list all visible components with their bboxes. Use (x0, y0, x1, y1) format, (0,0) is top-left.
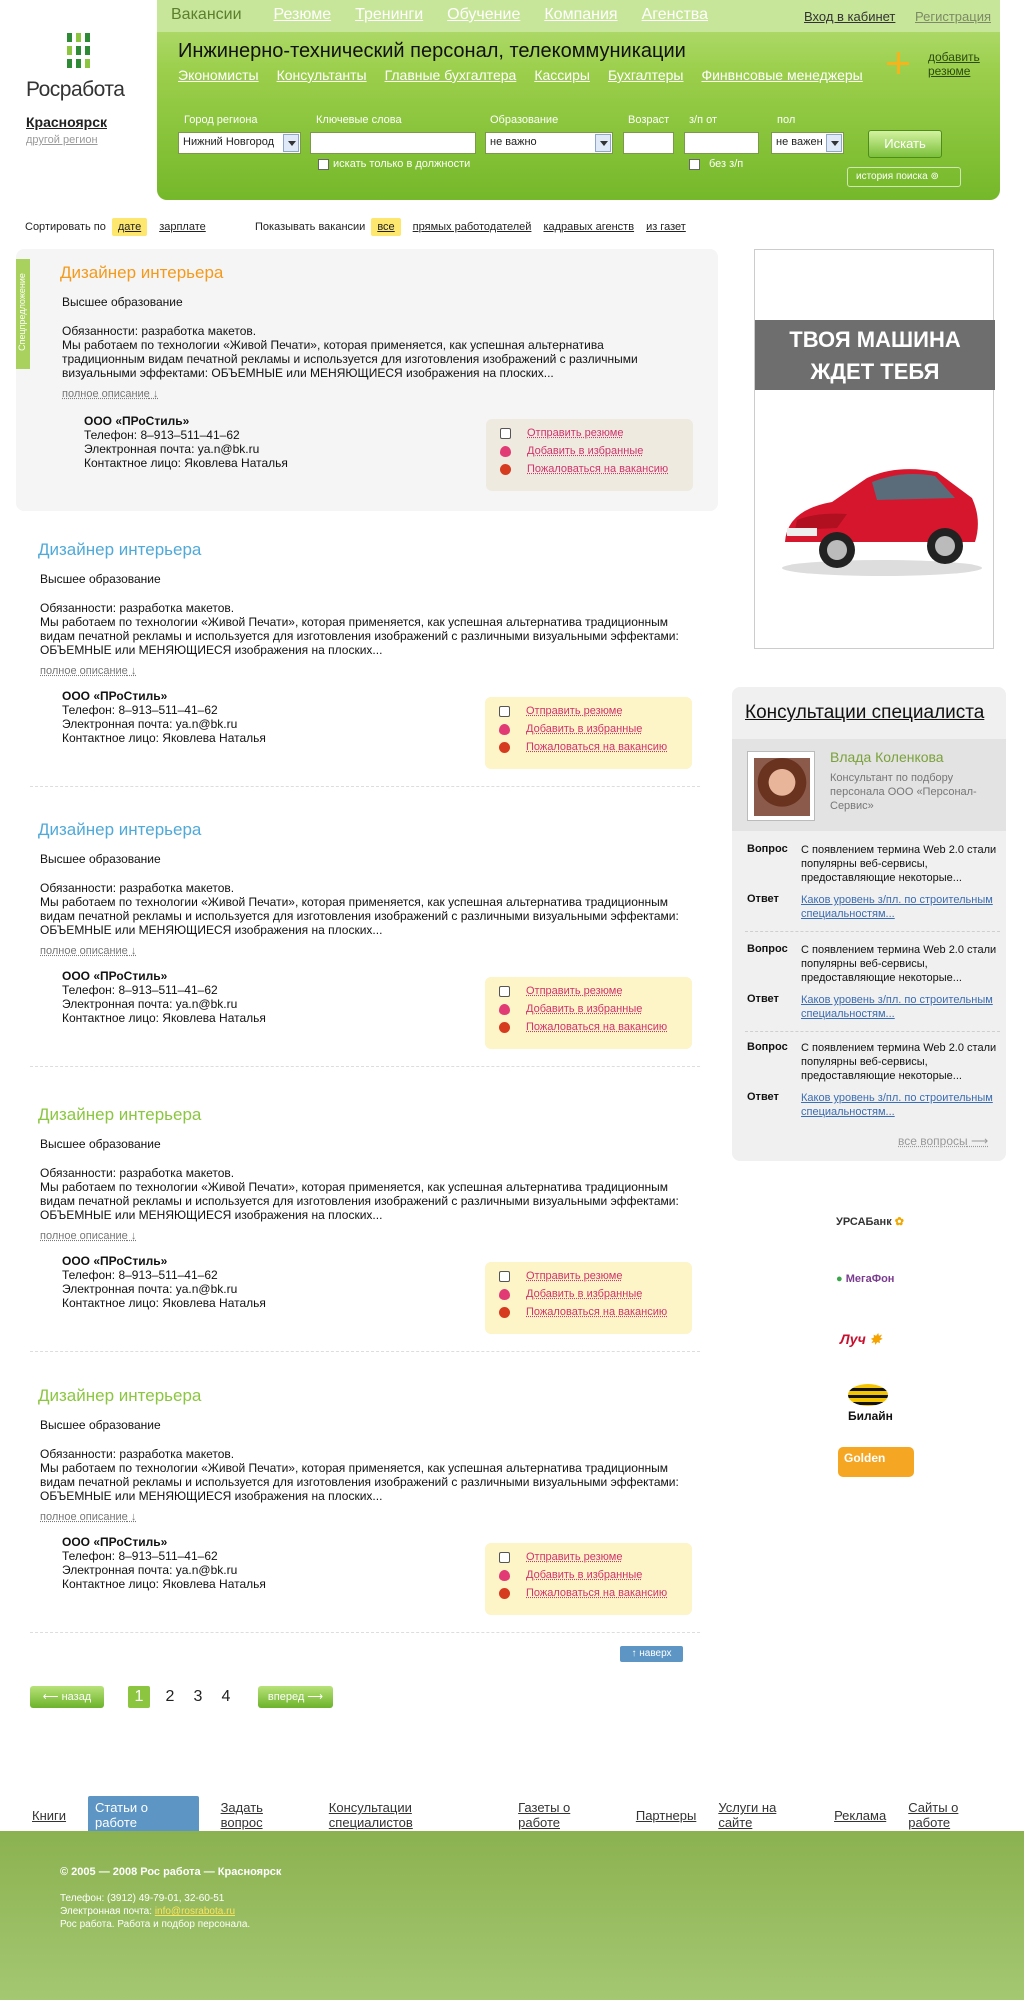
send-resume-link[interactable] (499, 1270, 622, 1282)
prev-page-button[interactable]: ⟵ назад (30, 1686, 104, 1708)
company-name: ООО «ПРоСтиль» (62, 1254, 168, 1268)
warning-icon (499, 1588, 510, 1599)
company-name: ООО «ПРоСтиль» (62, 1535, 168, 1549)
category-link[interactable]: Консультанты (276, 67, 367, 83)
company-contact: Контактное лицо: Яковлева Наталья (62, 1577, 266, 1591)
category-link[interactable]: Экономисты (178, 67, 259, 83)
complain-link[interactable] (499, 1306, 667, 1318)
company-contact: Контактное лицо: Яковлева Наталья (62, 731, 266, 745)
vacancy-text: Мы работаем по технологии «Живой Печати», которая применяется, как успешная альтернатива традиционным видам печатной рекламы и используется для изготовления изображений с различными визуальными эффектами: ОБЪЕМНЫЕ или МЕНЯЮЩИЕСЯ изображения на плоских... (40, 615, 679, 657)
company-phone: Телефон: 8–913–511–41–62 (62, 983, 218, 997)
send-resume-label: Отправить резюме (526, 1551, 623, 1563)
logo-icon (66, 32, 94, 72)
sort-label: Сортировать по (25, 221, 106, 233)
all-questions-link[interactable]: все вопросы ⟶ (898, 1134, 989, 1148)
add-favorite-link[interactable] (499, 1288, 642, 1300)
filter-direct[interactable]: прямых работодателей (412, 221, 532, 233)
answer-link[interactable]: Каков уровень з/пл. по строительным специальностям... (801, 894, 993, 920)
full-description-label: полное описание (62, 388, 150, 400)
question-label: Вопрос (747, 943, 788, 955)
send-resume-link[interactable] (500, 427, 623, 439)
vacancy-description (40, 881, 700, 937)
footer-nav-link[interactable]: Задать вопрос (220, 1800, 263, 1830)
special-offer-label: Спецпредложение (17, 273, 27, 351)
vacancy-education: Высшее образование (40, 1418, 161, 1432)
company-email: Электронная почта: ya.n@bk.ru (62, 717, 238, 731)
filter-all[interactable]: все (371, 218, 400, 236)
vacancy-description (40, 1166, 700, 1222)
vacancy-text: Мы работаем по технологии «Живой Печати», которая применяется, как успешная альтернатива традиционным видам печатной рекламы и используется для изготовления изображений с различными визуальными эффектами: ОБЪЕМНЫЕ или МЕНЯЮЩИЕСЯ изображения на плоских... (40, 1180, 679, 1222)
education-value: не важно (490, 136, 537, 148)
add-favorite-label: Добавить в избранные (526, 1003, 643, 1015)
login-link[interactable]: Вход в кабинет (804, 9, 896, 24)
company-contact: Контактное лицо: Яковлева Наталья (62, 1296, 266, 1310)
other-region-link[interactable]: другой регион (26, 134, 98, 146)
vacancy-contacts (62, 1535, 266, 1591)
sort-controls (25, 218, 212, 236)
banner-headline (755, 320, 995, 390)
edit-icon (499, 986, 510, 997)
add-resume-link[interactable]: добавить резюме (928, 50, 980, 78)
golden-logo[interactable]: Golden (838, 1447, 914, 1477)
gender-select[interactable] (771, 132, 844, 154)
vacancy-duties: Обязанности: разработка макетов. (40, 601, 235, 615)
add-favorite-label: Добавить в избранные (526, 723, 643, 735)
footer-nav-link[interactable]: Газеты о работе (518, 1800, 571, 1830)
complain-label: Пожаловаться на вакансию (526, 741, 668, 753)
expert-avatar (747, 751, 815, 821)
category-link[interactable]: Кассиры (534, 67, 590, 83)
vacancy-title[interactable]: Дизайнер интерьера (60, 263, 224, 282)
full-description-label: полное описание (40, 1230, 128, 1242)
footer-nav-link[interactable]: Реклама (834, 1807, 887, 1823)
vacancy-duties: Обязанности: разработка макетов. (62, 324, 257, 338)
region-label: Город региона (184, 114, 258, 126)
complain-label: Пожаловаться на вакансию (526, 1021, 668, 1033)
no-salary-checkbox[interactable] (689, 159, 700, 170)
salary-label: з/п от (689, 114, 718, 126)
edit-icon (499, 706, 510, 717)
banner-line-2: ЖДЕТ ТЕБЯ (810, 359, 940, 384)
company-name: ООО «ПРоСтиль» (62, 689, 168, 703)
copyright: © 2005 — 2008 Рос работа — Красноярск (60, 1866, 282, 1878)
footer-phone: Телефон: (3912) 49-79-01, 32-60-51 (60, 1893, 225, 1904)
filter-papers[interactable]: из газет (646, 221, 686, 233)
complain-link[interactable] (499, 1021, 667, 1033)
add-favorite-label: Добавить в избранные (526, 1288, 643, 1300)
logo-text: Росработа (26, 78, 125, 101)
vacancy-title[interactable]: Дизайнер интерьера (38, 1386, 202, 1405)
heart-icon (500, 446, 511, 457)
complain-link[interactable] (500, 463, 668, 475)
warning-icon (499, 1022, 510, 1033)
vacancy-title[interactable]: Дизайнер интерьера (38, 820, 202, 839)
add-favorite-link[interactable] (499, 1003, 642, 1015)
vacancy-card (16, 810, 718, 1050)
company-phone: Телефон: 8–913–511–41–62 (62, 1268, 218, 1282)
keywords-label: Ключевые слова (316, 114, 402, 126)
answer-link[interactable]: Каков уровень з/пл. по строительным специальностям... (801, 994, 993, 1020)
luch-logo[interactable]: Луч ✸ (840, 1331, 882, 1347)
send-resume-link[interactable] (499, 1551, 622, 1563)
footer-nav-link[interactable]: Статьи о работе (88, 1796, 199, 1834)
edit-icon (500, 428, 511, 439)
vacancy-description (62, 324, 672, 380)
company-contact: Контактное лицо: Яковлева Наталья (84, 456, 288, 470)
footer-nav-link[interactable]: Книги (32, 1807, 67, 1823)
vacancy-actions (486, 419, 693, 491)
full-description-link[interactable]: полное описание ↓ (40, 1230, 137, 1242)
vacancy-divider (30, 1066, 700, 1067)
question-text: С появлением термина Web 2.0 стали популярны веб-сервисы, предоставляющие некоторые... (801, 844, 997, 884)
back-to-top-button[interactable]: ↑ наверх (620, 1646, 683, 1662)
vacancy-contacts (62, 689, 266, 745)
vacancy-actions (485, 977, 692, 1049)
vacancy-description (40, 1447, 700, 1503)
complain-link[interactable] (499, 1587, 667, 1599)
vacancy-duties: Обязанности: разработка макетов. (40, 881, 235, 895)
tab-trainings[interactable]: Тренинги (355, 6, 424, 23)
plus-icon[interactable] (887, 52, 909, 74)
vacancy-title[interactable]: Дизайнер интерьера (38, 1105, 202, 1124)
vacancy-text: Мы работаем по технологии «Живой Печати», которая применяется, как успешная альтернатива традиционным видам печатной рекламы и используется для изготовления изображений с различными визуальными эффектами: ОБЪЕМНЫЕ или МЕНЯЮЩИЕСЯ изображения на плоских... (40, 895, 679, 937)
question-text: С появлением термина Web 2.0 стали популярны веб-сервисы, предоставляющие некоторые... (801, 944, 997, 984)
logo[interactable] (26, 30, 136, 110)
age-label: Возраст (628, 114, 670, 126)
vacancy-divider (30, 1351, 700, 1352)
answer-label: Ответ (747, 993, 779, 1005)
answer-label: Ответ (747, 1091, 779, 1103)
vacancy-education: Высшее образование (40, 1137, 161, 1151)
vacancy-contacts (62, 969, 266, 1025)
only-title-checkbox[interactable] (318, 159, 329, 170)
sort-by-salary[interactable]: зарплате (159, 221, 206, 233)
category-link[interactable]: Главные бухгалтера (384, 67, 517, 83)
age-input[interactable] (623, 132, 674, 154)
region-select[interactable] (178, 132, 301, 154)
question-text: С появлением термина Web 2.0 стали популярны веб-сервисы, предоставляющие некоторые... (801, 1042, 997, 1082)
pagination (128, 1686, 240, 1708)
footer-email (60, 1906, 235, 1917)
question-label: Вопрос (747, 1041, 788, 1053)
vacancy-duties: Обязанности: разработка макетов. (40, 1447, 235, 1461)
company-phone: Телефон: 8–913–511–41–62 (62, 1549, 218, 1563)
vacancy-description (40, 601, 700, 657)
brand-name: МегаФон (845, 1273, 895, 1285)
keywords-input[interactable] (310, 132, 476, 154)
page-2[interactable]: 2 (165, 1688, 175, 1705)
footer-email-label: Электронная почта: (60, 1906, 153, 1917)
footer-nav-link[interactable]: Услуги на сайте (718, 1800, 777, 1830)
brand-name: УРСАБанк (836, 1216, 892, 1228)
company-email: Электронная почта: ya.n@bk.ru (84, 442, 260, 456)
send-resume-link[interactable] (499, 985, 622, 997)
all-questions-label: все вопросы (898, 1134, 968, 1148)
next-page-label: вперед (267, 1691, 305, 1703)
register-link[interactable]: Регистрация (915, 9, 991, 24)
prev-page-label: назад (61, 1691, 92, 1703)
ursa-bank-logo[interactable]: УРСАБанк ✿ (836, 1216, 904, 1228)
vacancy-card (16, 1376, 718, 1616)
company-name: ООО «ПРоСтиль» (84, 414, 190, 428)
vacancy-education: Высшее образование (40, 572, 161, 586)
tab-education[interactable]: Обучение (447, 6, 521, 23)
full-description-label: полное описание (40, 945, 128, 957)
full-description-label: полное описание (40, 665, 128, 677)
expert-role: Консультант по подбору персонала ООО «Персонал-Сервис» (830, 772, 977, 812)
vacancy-contacts (84, 414, 288, 470)
chevron-down-icon (283, 134, 299, 152)
search-button[interactable]: Искать (868, 130, 942, 158)
region-value: Нижний Новгород (183, 136, 275, 148)
gender-value: не важен (776, 136, 823, 148)
edit-icon (499, 1552, 510, 1563)
expert-name: Влада Коленкова (830, 749, 944, 765)
heart-icon (499, 1004, 510, 1015)
company-phone: Телефон: 8–913–511–41–62 (62, 703, 218, 717)
category-links (178, 67, 881, 83)
full-description-link[interactable]: полное описание ↓ (62, 388, 159, 400)
category-link[interactable]: Бухгалтеры (607, 67, 684, 83)
page-title: Инжинерно-технический персонал, телекоммуникации (178, 40, 686, 62)
add-favorite-link[interactable] (499, 723, 642, 735)
footer-nav-link[interactable]: Партнеры (635, 1807, 697, 1823)
consultation-title[interactable]: Консультации специалиста (745, 702, 985, 723)
answer-link[interactable]: Каков уровень з/пл. по строительным специальностям... (801, 1092, 993, 1118)
education-select[interactable] (485, 132, 613, 154)
vacancy-card (16, 249, 718, 511)
search-history-label: история поиска (856, 171, 928, 182)
tab-resume[interactable]: Резюме (273, 6, 332, 23)
vacancy-actions (485, 697, 692, 769)
company-email: Электронная почта: ya.n@bk.ru (62, 1282, 238, 1296)
page-4[interactable]: 4 (221, 1688, 231, 1705)
vacancy-divider (30, 786, 700, 787)
vacancy-education: Высшее образование (40, 852, 161, 866)
send-resume-label: Отправить резюме (526, 705, 623, 717)
tab-vacancies[interactable]: Вакансии (163, 4, 250, 30)
category-link[interactable]: Финвнсовые менеджеры (701, 67, 863, 83)
vacancy-contacts (62, 1254, 266, 1310)
filter-controls (255, 218, 692, 236)
main-tabs (163, 4, 720, 30)
next-page-button[interactable]: вперед ⟶ (258, 1686, 333, 1708)
warning-icon (500, 464, 511, 475)
complain-link[interactable] (499, 741, 667, 753)
vacancy-actions (485, 1543, 692, 1615)
vacancy-divider (30, 1632, 700, 1633)
full-description-label: полное описание (40, 1511, 128, 1523)
vacancy-card (16, 530, 718, 770)
qa-divider (745, 931, 1000, 932)
add-favorite-label: Добавить в избранные (526, 1569, 643, 1581)
footer-email-link[interactable]: info@rosrabota.ru (154, 1906, 236, 1917)
brand-name: Луч (840, 1331, 866, 1347)
special-offer-ribbon (16, 259, 30, 369)
sort-by-date[interactable]: дате (112, 218, 147, 236)
vacancy-text: Мы работаем по технологии «Живой Печати», которая применяется, как успешная альтернатива традиционным видам печатной рекламы и используется для изготовления изображений с различными визуальными эффектами: ОБЪЕМНЫЕ или МЕНЯЮЩИЕСЯ изображения на плоских... (62, 338, 638, 380)
only-title-label: искать только в должности (333, 158, 471, 170)
tab-agencies[interactable]: Агенства (641, 6, 708, 23)
footer-nav-link[interactable]: Консультации специалистов (328, 1800, 413, 1830)
vacancy-duties: Обязанности: разработка макетов. (40, 1166, 235, 1180)
warning-icon (499, 1307, 510, 1318)
banner-line-1: ТВОЯ МАШИНА (789, 327, 961, 352)
question-label: Вопрос (747, 843, 788, 855)
heart-icon (499, 724, 510, 735)
full-description-link[interactable]: полное описание ↓ (40, 1511, 137, 1523)
footer-nav (32, 1796, 1024, 1834)
beeline-logo[interactable]: Билайн (848, 1409, 893, 1423)
add-favorite-link[interactable] (499, 1569, 642, 1581)
search-history-button[interactable] (847, 167, 961, 187)
footer-nav-link[interactable]: Сайты о работе (908, 1800, 959, 1830)
page-3[interactable]: 3 (193, 1688, 203, 1705)
company-email: Электронная почта: ya.n@bk.ru (62, 997, 238, 1011)
complain-label: Пожаловаться на вакансию (526, 1306, 668, 1318)
complain-label: Пожаловаться на вакансию (526, 1587, 668, 1599)
send-resume-link[interactable] (499, 705, 622, 717)
filter-agencies[interactable]: кадравых агенств (543, 221, 635, 233)
car-banner[interactable] (754, 249, 994, 649)
page-1[interactable]: 1 (128, 1686, 150, 1708)
edit-icon (499, 1271, 510, 1282)
company-phone: Телефон: 8–913–511–41–62 (84, 428, 240, 442)
back-to-top-label: наверх (639, 1648, 672, 1659)
send-resume-label: Отправить резюме (526, 985, 623, 997)
complain-label: Пожаловаться на вакансию (527, 463, 669, 475)
gender-label: пол (777, 114, 796, 126)
full-description-link[interactable]: полное описание ↓ (40, 665, 137, 677)
company-email: Электронная почта: ya.n@bk.ru (62, 1563, 238, 1577)
send-resume-label: Отправить резюме (526, 1270, 623, 1282)
warning-icon (499, 742, 510, 753)
city-link[interactable]: Красноярск (26, 114, 108, 130)
show-label: Показывать вакансии (255, 221, 366, 233)
vacancy-title[interactable]: Дизайнер интерьера (38, 540, 202, 559)
tab-company[interactable]: Компания (544, 6, 618, 23)
add-favorite-link[interactable] (500, 445, 643, 457)
heart-icon (499, 1570, 510, 1581)
education-label: Образование (490, 114, 559, 126)
company-name: ООО «ПРоСтиль» (62, 969, 168, 983)
red-car-image (777, 450, 982, 580)
send-resume-label: Отправить резюме (527, 427, 624, 439)
megafon-logo[interactable]: ● МегаФон (836, 1273, 895, 1285)
no-salary-label: без з/п (709, 158, 744, 170)
salary-input[interactable] (684, 132, 759, 154)
footer-tagline: Рос работа. Работа и подбор персонала. (60, 1919, 251, 1930)
vacancy-actions (485, 1262, 692, 1334)
chevron-down-icon (595, 134, 611, 152)
vacancy-text: Мы работаем по технологии «Живой Печати», которая применяется, как успешная альтернатива традиционным видам печатной рекламы и используется для изготовления изображений с различными визуальными эффектами: ОБЪЕМНЫЕ или МЕНЯЮЩИЕСЯ изображения на плоских... (40, 1461, 679, 1503)
chevron-down-icon (826, 134, 842, 152)
vacancy-card (16, 1095, 718, 1335)
qa-divider (745, 1031, 1000, 1032)
full-description-link[interactable]: полное описание ↓ (40, 945, 137, 957)
answer-label: Ответ (747, 893, 779, 905)
history-icon: ⊚ (930, 171, 939, 182)
heart-icon (499, 1289, 510, 1300)
beeline-icon (848, 1384, 888, 1406)
vacancy-education: Высшее образование (62, 295, 183, 309)
add-favorite-label: Добавить в избранные (527, 445, 644, 457)
company-contact: Контактное лицо: Яковлева Наталья (62, 1011, 266, 1025)
